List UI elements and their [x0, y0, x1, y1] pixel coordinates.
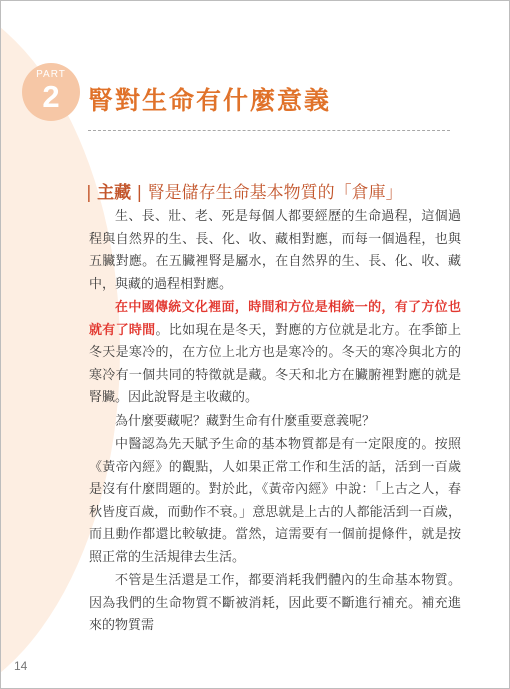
paragraph-1: 生、長、壯、老、死是每個人都要經歷的生命過程，這個過程與自然界的生、長、化、收、藏相對應，而每一個過程，也與五臟對應。在五臟裡腎是屬水，在自然界的生、長、化、收、藏中，與藏的過程相對應。: [89, 209, 461, 292]
dashed-divider: [88, 130, 450, 131]
page-number: 14: [14, 659, 28, 673]
paragraph-5: 不管是生活還是工作，都要消耗我們體內的生命基本物質。因為我們的生命物質不斷被消耗，因此要不斷進行補充。補充進來的物質需: [89, 573, 461, 633]
heading-bar-right: |: [136, 183, 143, 203]
section-heading: [86, 178, 403, 203]
highlighted-sentence: 在中國傳統文化裡面，時間和方位是相統一的，有了方位也就有了時間: [89, 300, 461, 338]
paragraph-2: [89, 297, 461, 410]
paragraph-3: 為什麼要藏呢？藏對生命有什麼重要意義呢？: [115, 413, 376, 429]
heading-subtitle: 腎是儲存生命基本物質的「倉庫」: [147, 183, 403, 203]
part-label: PART: [36, 69, 66, 80]
body-text: [89, 206, 461, 639]
paragraph-2-rest: 。比如現在是冬天，對應的方位就是北方。在季節上冬天是寒冷的，在方位上北方也是寒冷的。冬天的寒冷與北方的寒冷有一個共同的特徵就是藏。冬天和北方在臟腑裡對應的就是腎臟。因此說腎是主收藏的。: [89, 322, 461, 405]
heading-bar-left: |: [86, 183, 92, 203]
chapter-title: 腎對生命有什麼意義: [88, 86, 332, 115]
heading-keyword: 主藏: [97, 183, 132, 203]
part-number: 2: [42, 79, 60, 114]
paragraph-4: 中醫認為先天賦予生命的基本物質都是有一定限度的。按照《黃帝內經》的觀點，人如果正常工作和生活的話，活到一百歲是沒有什麼問題的。對於此，《黃帝內經》中說：「上古之人，春秋皆度百歲，而動作不衰。」意思就是上古的人都能活到一百歲，而且動作都還比較敏捷。當然，這需要有一個前提條件，就是按照正常的生活規律去生活。: [89, 437, 461, 565]
